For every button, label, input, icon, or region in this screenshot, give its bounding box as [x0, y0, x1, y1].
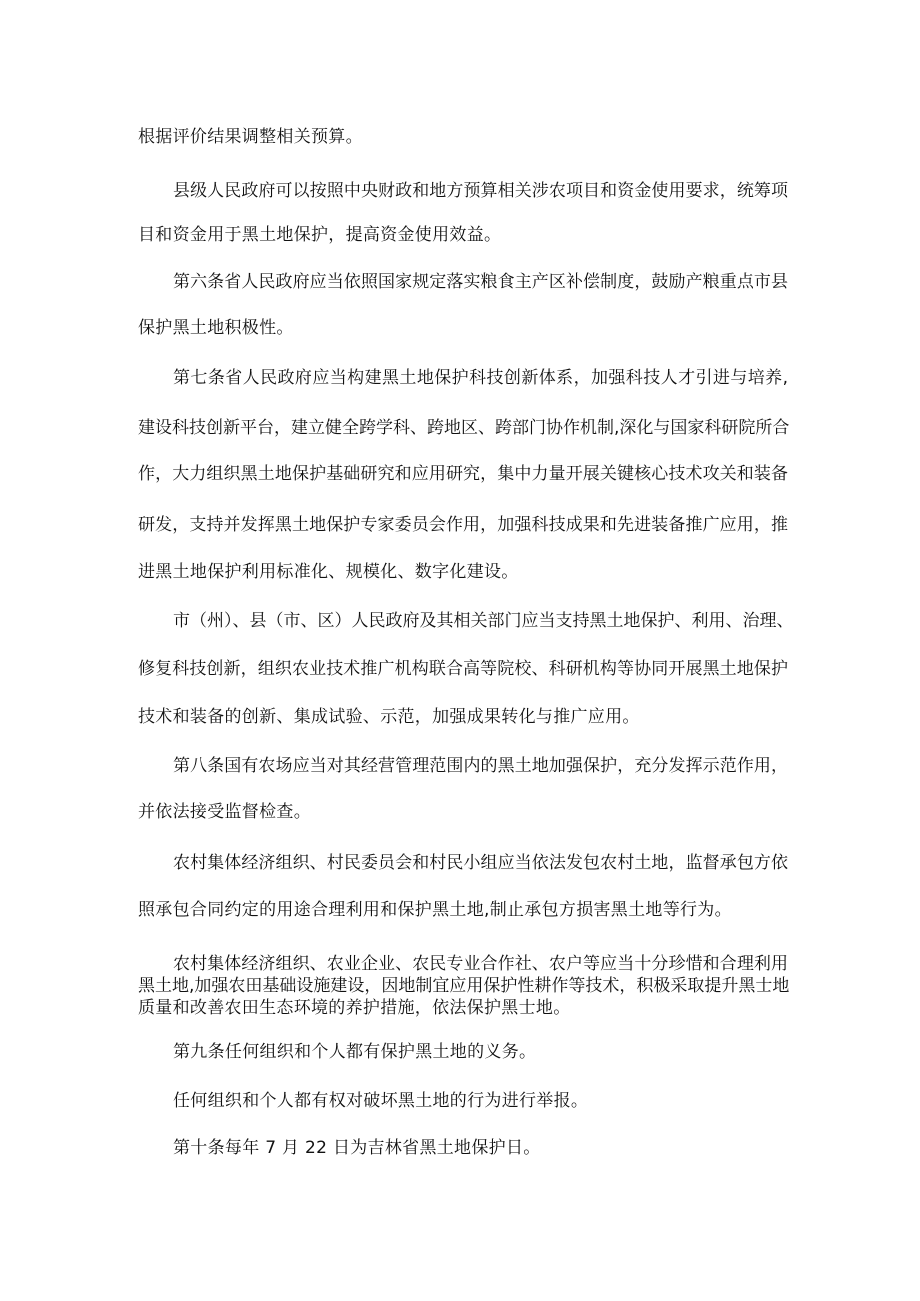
paragraph-line: 第八条国有农场应当对其经营管理范围内的黑土地加强保护，充分发挥示范作用， [173, 756, 788, 776]
paragraph-line: 市（州）、县（市、区）人民政府及其相关部门应当支持黑土地保护、利用、治理、 [173, 611, 794, 631]
paragraph-line: 作，大力组织黑土地保护基础研究和应用研究，集中力量开展关键核心技术攻关和装备 [138, 464, 788, 484]
paragraph-line: 并依法接受监督检查。 [138, 802, 311, 822]
paragraph-line: 目和资金用于黑土地保护，提高资金使用效益。 [138, 225, 502, 245]
paragraph-line: 第六条省人民政府应当依照国家规定落实粮食主产区补偿制度，鼓励产粮重点市县 [173, 272, 788, 292]
paragraph-line: 任何组织和个人都有权对破坏黑土地的行为进行举报。 [173, 1091, 589, 1111]
paragraph-line: 农村集体经济组织、农业企业、农民专业合作社、农户等应当十分珍惜和合理利用 [173, 954, 788, 974]
paragraph-line: 黑土地,加强农田基础设施建设，因地制宜应用保护性耕作等技术，积极采取提升黑士地 [138, 976, 790, 996]
paragraph-line: 技术和装备的创新、集成试验、示范，加强成果转化与推广应用。 [138, 707, 640, 727]
paragraph-line: 根据评价结果调整相关预算。 [138, 127, 363, 147]
paragraph-line: 第十条每年 7 月 22 日为吉林省黑土地保护日。 [173, 1138, 541, 1158]
paragraph-line: 农村集体经济组织、村民委员会和村民小组应当依法发包农村土地，监督承包方依 [173, 853, 788, 873]
paragraph-line: 第七条省人民政府应当构建黑土地保护科技创新体系，加强科技人才引进与培养, [173, 368, 788, 388]
paragraph-line: 县级人民政府可以按照中央财政和地方预算相关涉农项目和资金使用要求，统筹项 [173, 181, 788, 201]
paragraph-line: 保护黑土地积极性。 [138, 318, 294, 338]
paragraph-line: 照承包合同约定的用途合理利用和保护黑土地,制止承包方损害黑土地等行为。 [138, 900, 732, 920]
paragraph-line: 质量和改善农田生态环境的养护措施，依法保护黑士地。 [138, 998, 571, 1018]
paragraph-line: 修复科技创新，组织农业技术推广机构联合高等院校、科研机构等协同开展黑土地保护 [138, 659, 788, 679]
paragraph-line: 研发，支持并发挥黑土地保护专家委员会作用，加强科技成果和先进装备推广应用，推 [138, 515, 788, 535]
paragraph-line: 进黑土地保护利用标准化、规模化、数字化建设。 [138, 562, 519, 582]
paragraph-line: 第九条任何组织和个人都有保护黑土地的义务。 [173, 1042, 537, 1062]
paragraph-line: 建设科技创新平台，建立健全跨学科、跨地区、跨部门协作机制,深化与国家科研院所合 [138, 418, 790, 438]
